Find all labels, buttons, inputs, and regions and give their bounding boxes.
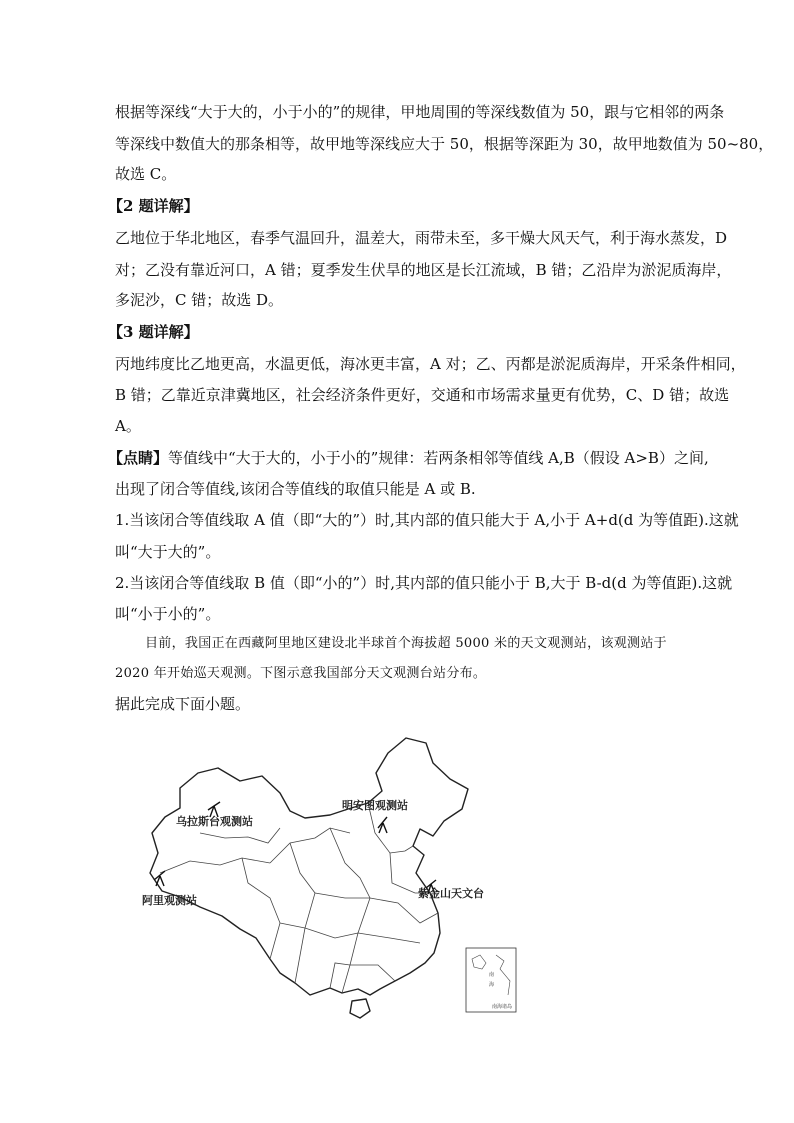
intro-line: 2020 年开始巡天观测。下图示意我国部分天文观测台站分布。	[115, 666, 487, 681]
china-observatory-map	[130, 733, 530, 1033]
label-ali: 阿里观测站	[142, 894, 197, 907]
label-mingantu: 明安图观测站	[342, 799, 408, 812]
paragraph-line: 多泥沙，C 错；故选 D。	[115, 291, 284, 309]
telescope-icon-ali	[154, 871, 165, 886]
paragraph-line: A。	[115, 417, 141, 435]
inset-sea-label: 南	[489, 972, 495, 978]
label-zijinshan: 紫金山天文台	[418, 887, 484, 900]
paragraph-line: 乙地位于华北地区，春季气温回升，温差大，雨带未至，多干燥大风天气，利于海水蒸发，D	[115, 229, 728, 247]
tip-text: 等值线中“大于大的，小于小的”规律：若两条相邻等值线 A,B（假设 A>B）之间,	[168, 449, 709, 467]
paragraph-line: 故选 C。	[115, 165, 177, 183]
instruction-line: 据此完成下面小题。	[115, 695, 251, 713]
paragraph-line: 叫“小于小的”。	[115, 605, 221, 623]
paragraph-line: 根据等深线“大于大的，小于小的”的规律，甲地周围的等深线数值为 50，跟与它相邻的两条	[115, 103, 725, 121]
tip-line	[108, 448, 709, 468]
inset-islands-label: 南海诸岛	[492, 1004, 513, 1010]
paragraph-line: 2.当该闭合等值线取 B 值（即“小的”）时,其内部的值只能小于 B,大于 B-d(d 为等值距).这就	[115, 574, 733, 592]
inset-frame	[466, 948, 516, 1012]
telescope-icon-mingantu	[378, 817, 387, 833]
tip-title: 【点睛】	[108, 449, 169, 467]
province-borders	[160, 803, 438, 993]
intro-line: 目前，我国正在西藏阿里地区建设北半球首个海拔超 5000 米的天文观测站，该观测站于	[145, 636, 667, 651]
paragraph-line: 出现了闭合等值线,该闭合等值线的取值只能是 A 或 B.	[115, 480, 476, 498]
label-wulasitai: 乌拉斯台观测站	[176, 815, 253, 828]
section-heading: 【2 题详解】	[108, 197, 199, 215]
china-outline	[150, 738, 468, 1018]
paragraph-line: 等深线中数值大的那条相等，故甲地等深线应大于 50，根据等深距为 30，故甲地数值为 50~80，	[115, 135, 774, 153]
paragraph-line: 对；乙没有靠近河口，A 错；夏季发生伏旱的地区是长江流域，B 错；乙沿岸为淤泥质海岸，	[115, 261, 732, 279]
south-china-sea-inset	[466, 948, 516, 1012]
paragraph-line: 叫“大于大的”。	[115, 543, 221, 561]
section-heading: 【3 题详解】	[108, 323, 199, 341]
inset-sea-label: 海	[489, 982, 495, 988]
paragraph-line: 1.当该闭合等值线取 A 值（即“大的”）时,其内部的值只能大于 A,小于 A+d(d 为等值距).这就	[115, 511, 739, 529]
paragraph-line: 丙地纬度比乙地更高，水温更低，海冰更丰富，A 对；乙、丙都是淤泥质海岸，开采条件相同，	[115, 355, 746, 373]
paragraph-line: B 错；乙靠近京津冀地区，社会经济条件更好，交通和市场需求量更有优势，C、D 错；故选	[115, 386, 730, 404]
